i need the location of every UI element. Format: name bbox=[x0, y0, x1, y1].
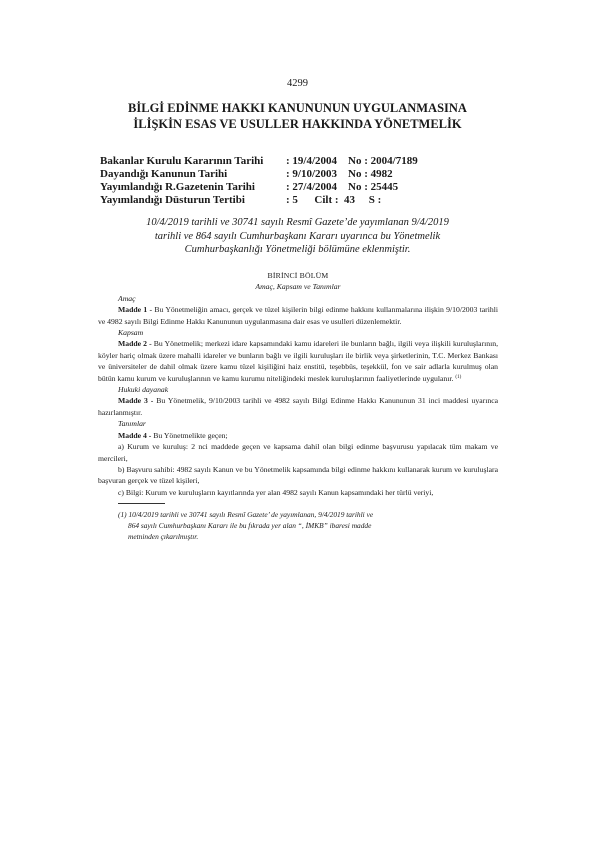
article-heading: Hukuki dayanak bbox=[118, 385, 169, 395]
article-text: Bu Yönetmelik; merkezi idare kapsamındaki kamu idareleri ile bunların bağlı, ilgili veya ilişkili kuruluşlarının, köyler hariç olmak üzere mahalli idareler ve bunların bağlı ve ilgili kuruluşları ile birlik veya şirketlerinin, T.C. Merkez Bankası ve üniversiteler de dahil olmak üzere kamu tüzel kişiliğini haiz enstitü, teşebbüs, teşekkül, fon ve sair adlarla kurulmuş olan bütün kamu kurum ve kuruluşlarının ve kamu kurumu niteliğindeki meslek kuruluşlarının faaliyetlerinde uygulanır. bbox=[98, 339, 499, 383]
meta-value: : 19/4/2004 No : 2004/7189 bbox=[286, 155, 418, 167]
footnote-line: 864 sayılı Cumhurbaşkanı Kararı ile bu fıkrada yer alan “, İMKB” ibaresi madde bbox=[128, 520, 372, 530]
amendment-line: Cumhurbaşkanlığı Yönetmeliği bölümüne eklenmiştir. bbox=[184, 244, 411, 255]
metadata-block bbox=[100, 155, 418, 207]
article-heading: Kapsam bbox=[118, 328, 144, 338]
article-label: Madde 2 - bbox=[118, 339, 152, 349]
meta-row bbox=[100, 194, 418, 207]
section-subtitle: Amaç, Kapsam ve Tanımlar bbox=[255, 282, 341, 292]
article-3 bbox=[98, 395, 498, 418]
article-1 bbox=[98, 304, 498, 327]
article-heading: Tanımlar bbox=[118, 419, 146, 429]
title-line-1: BİLGİ EDİNME HAKKI KANUNUNUN UYGULANMASINA bbox=[128, 101, 467, 115]
meta-value: : 5 Cilt : 43 S : bbox=[286, 194, 382, 206]
regulation-body bbox=[98, 270, 498, 543]
meta-key: Yayımlandığı R.Gazetenin Tarihi bbox=[100, 181, 255, 193]
meta-row bbox=[100, 181, 418, 194]
meta-value: : 27/4/2004 No : 25445 bbox=[286, 181, 399, 193]
footnote-reference[interactable]: (1) bbox=[455, 374, 462, 380]
footnote-separator bbox=[118, 503, 165, 504]
amendment-line: 10/4/2019 tarihli ve 30741 sayılı Resmî Gazete’de yayımlanan 9/4/2019 bbox=[146, 217, 449, 228]
article-label: Madde 1 - bbox=[118, 305, 153, 315]
footnote-line: (1) 10/4/2019 tarihli ve 30741 sayılı Resmî Gazete’ de yayımlanan, 9/4/2019 tarihli ve bbox=[118, 510, 374, 520]
title-line-2: İLİŞKİN ESAS VE USULLER HAKKINDA YÖNETMELİK bbox=[133, 117, 462, 131]
article-2 bbox=[98, 338, 498, 384]
meta-row bbox=[100, 155, 418, 168]
footnote bbox=[98, 510, 498, 542]
definition-item: b) Başvuru sahibi: 4982 sayılı Kanun ve bu Yönetmelik kapsamında bilgi edinme hakkını kullanarak kurum ve kuruluşlara başvuran gerçek ve tüzel kişileri, bbox=[98, 464, 498, 486]
meta-key: Bakanlar Kurulu Kararının Tarihi bbox=[100, 155, 264, 167]
footnote-line: metninden çıkarılmıştır. bbox=[128, 531, 199, 541]
meta-value: : 9/10/2003 No : 4982 bbox=[286, 168, 393, 180]
page-number: 4299 bbox=[287, 78, 308, 89]
amendment-note bbox=[80, 216, 515, 257]
article-heading: Amaç bbox=[118, 293, 136, 303]
article-4 bbox=[98, 430, 498, 441]
definition-item: c) Bilgi: Kurum ve kuruluşların kayıtlarında yer alan 4982 sayılı Kanun kapsamındaki her türlü veriyi, bbox=[118, 487, 434, 497]
document-title bbox=[60, 100, 535, 132]
article-text: Bu Yönetmeliğin amacı, gerçek ve tüzel kişilerin bilgi edinme hakkını kullanmalarına ilişkin 9/10/2003 tarihli ve 4982 sayılı Bilgi Edinme Hakkı Kanununun uygulanmasına dair esas ve usulleri düzenlemektir. bbox=[98, 305, 498, 326]
meta-key: Yayımlandığı Düsturun Tertibi bbox=[100, 194, 245, 206]
meta-row bbox=[100, 168, 418, 181]
amendment-line: tarihli ve 864 sayılı Cumhurbaşkanı Kararı uyarınca bu Yönetmelik bbox=[154, 230, 441, 242]
article-text: Bu Yönetmelikte geçen; bbox=[151, 430, 228, 440]
article-label: Madde 4 - bbox=[118, 430, 152, 440]
meta-key: Dayandığı Kanunun Tarihi bbox=[100, 168, 228, 180]
definition-item: a) Kurum ve kuruluş: 2 nci maddede geçen ve kapsama dahil olan bilgi edinme başvurusu yapılacak tüm makam ve mercileri, bbox=[98, 442, 498, 463]
article-text: Bu Yönetmelik, 9/10/2003 tarihli ve 4982 sayılı Bilgi Edinme Hakkı Kanununun 31 inci maddesi uyarınca hazırlanmıştır. bbox=[98, 396, 499, 417]
article-label: Madde 3 - bbox=[118, 396, 154, 406]
section-title: BİRİNCİ BÖLÜM bbox=[267, 271, 329, 280]
